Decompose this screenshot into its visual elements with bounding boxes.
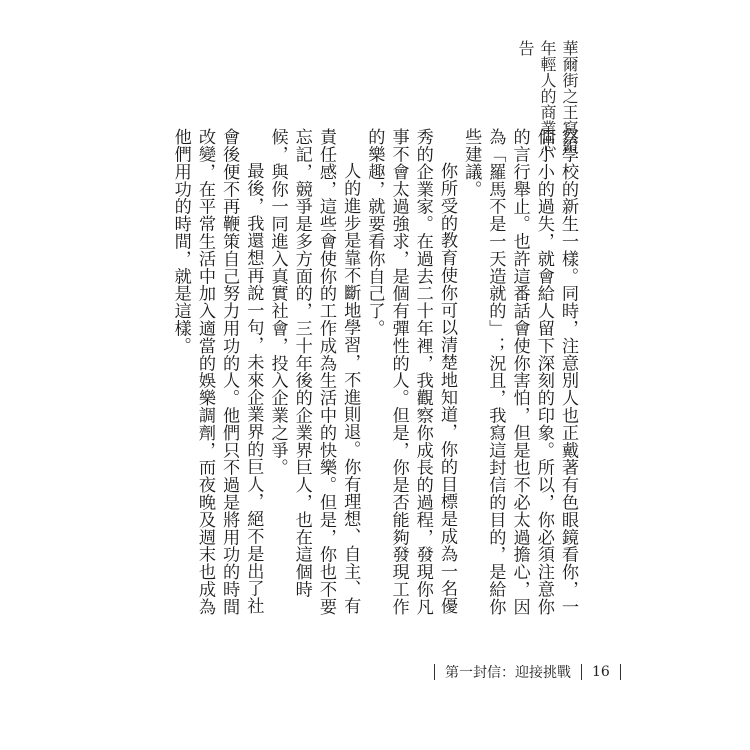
- paragraph-3: 人的進步是靠不斷地學習，不進則退。你有理想、自主、有責任感，這些會使你的工作成為生活中的快樂。但是，你也不要忘記，競爭是多方面的，三十年後的企業界巨人，也在這個時候，與你一同進入真實社會，投入企業之爭。: [267, 128, 361, 616]
- header-book-subtitle: 年輕人的商業忠告: [516, 40, 557, 152]
- body-text: [160, 128, 580, 628]
- footer-page-number: 16: [592, 664, 610, 680]
- paragraph-1: 察學校的新生一樣。同時，注意別人也正戴著有色眼鏡看你，一個小小的過失，就會給人留下深刻的印象。所以，你必須注意你的言行舉止。也許這番話會使你害怕，但是也不必太過擔心，因為「羅馬不是一天造就的」；況且，我寫這封信的目的，是給你些建議。: [461, 128, 578, 616]
- footer-chapter-title: 第一封信：迎接挑戰: [445, 665, 571, 681]
- footer-divider-left: [434, 664, 435, 680]
- paragraph-4: 最後，我還想再說一句，未來企業界的巨人，絕不是出了社會後便不再鞭策自己努力用功的人。他們只不過是將用功的時間改變，在平常生活中加入適當的娛樂調劑，而夜晚及週末也成為他們用功的時間，就是這樣。: [170, 128, 264, 616]
- footer-divider-middle: [581, 664, 582, 680]
- header-book-title: 華爾街之王寫給: [560, 40, 579, 152]
- footer-divider-right: [620, 664, 621, 680]
- paragraph-2: 你所受的教育使你可以清楚地知道，你的目標是成為一名優秀的企業家。在過去二十年裡，我觀察你成長的過程，發現你凡事不會太過強求，是個有彈性的人。但是，你是否能夠發現工作的樂趣，就要看你自己了。: [364, 128, 457, 616]
- page-footer: [430, 660, 625, 684]
